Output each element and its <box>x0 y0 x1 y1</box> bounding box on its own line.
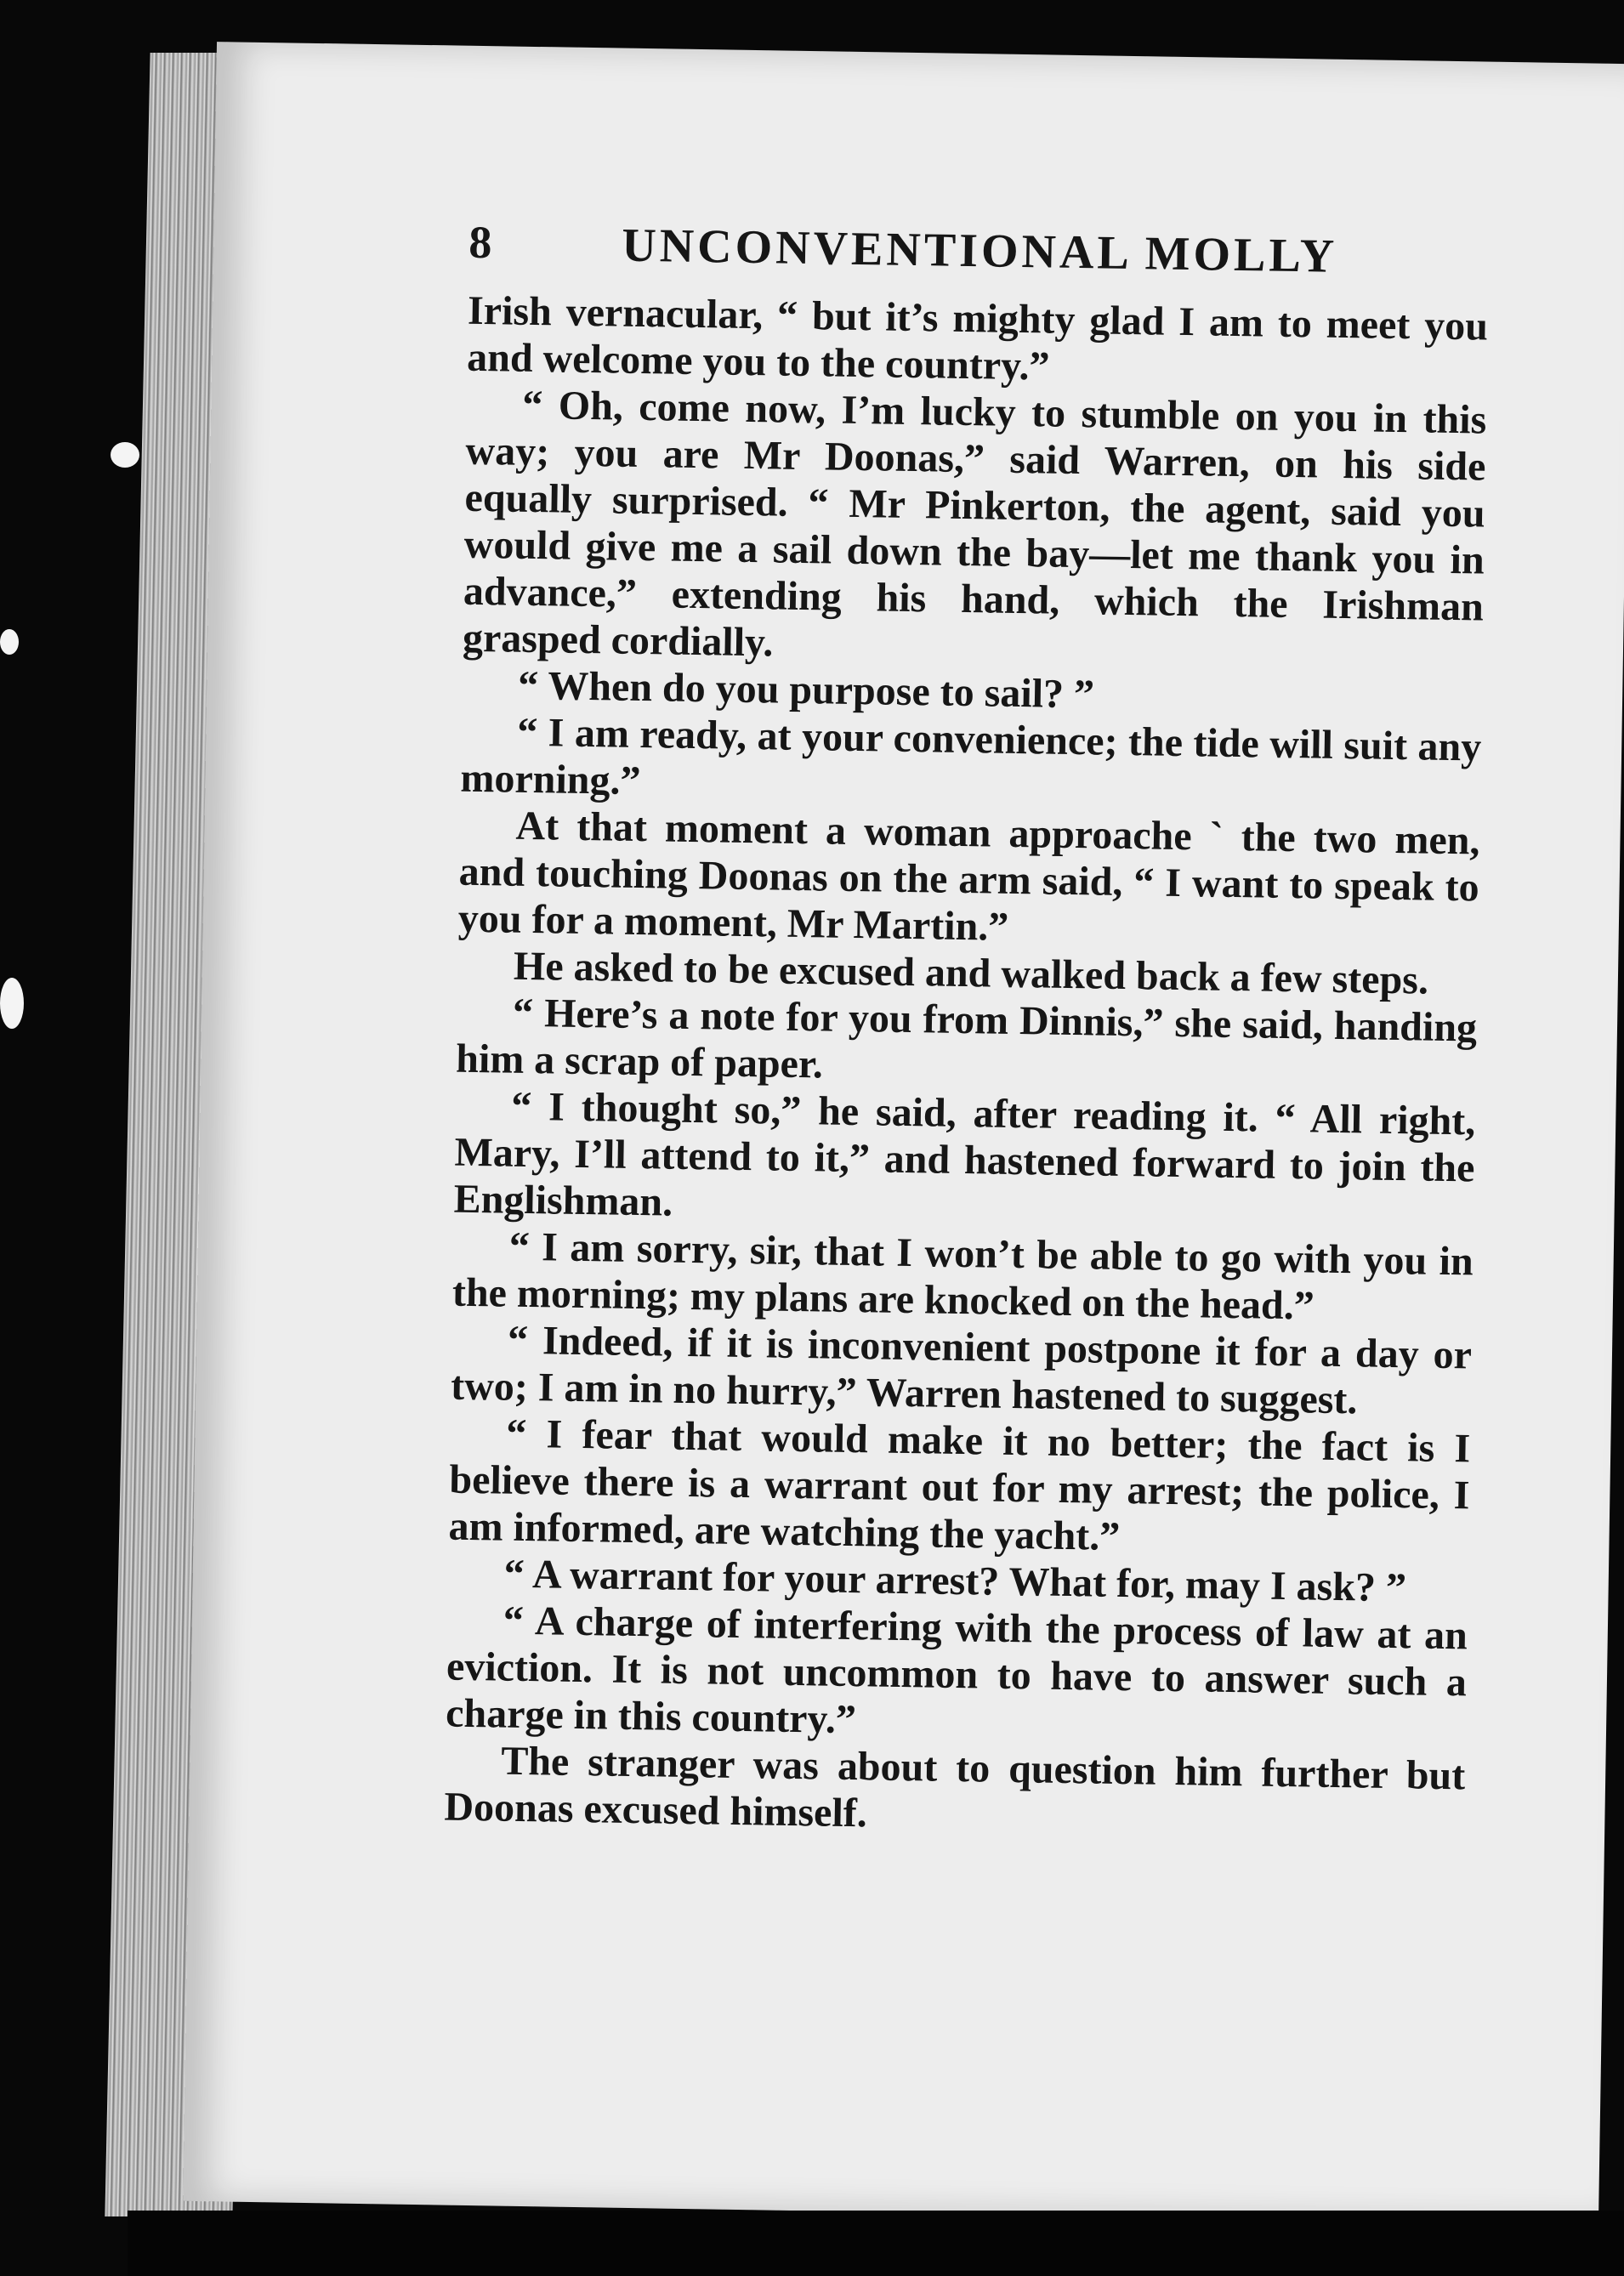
paragraph: Irish vernacular, “ but it’s mighty glad I am to meet you and welcome you to the country.” <box>466 287 1489 389</box>
paragraph: “ A warrant for your arrest? What for, may I ask? ” <box>503 1551 1407 1611</box>
paragraph: The stranger was about to question him further but Doonas excused himself. <box>444 1738 1466 1836</box>
paragraph: “ Oh, come now, I’m lucky to stumble on you in this way; you are Mr Doonas,” said Warren, on his side equally surprised. “ Mr Pinkerton, the agent, said you would give me a sail down the bay—let me thank you in advance,” extending his hand, which the Irishman grasped cordially. <box>462 382 1487 666</box>
body-text <box>444 287 1488 1847</box>
scan-speck <box>111 442 139 468</box>
page-content <box>444 207 1490 1847</box>
paragraph: “ I thought so,” he said, after reading it. “ All right, Mary, I’ll attend to it,” and hastened forward to join the Englishman. <box>453 1083 1476 1225</box>
book-page <box>183 42 1624 2223</box>
paragraph: “ I am ready, at your convenience; the tide will suit any morning.” <box>460 709 1482 804</box>
running-head <box>468 207 1490 300</box>
paragraph: “ I am sorry, sir, that I won’t be able to go with you in the morning; my plans are knocked on the head.” <box>451 1223 1474 1329</box>
scan-speck <box>0 978 24 1029</box>
paragraph: “ Here’s a note for you from Dinnis,” she said, handing him a scrap of paper. <box>455 990 1478 1087</box>
scan-bottom-edge <box>128 2211 1624 2276</box>
paragraph: “ I fear that would make it no better; the fact is I believe there is a warrant out for my arrest; the police, I am informed, are watching the yacht.” <box>448 1410 1471 1559</box>
paragraph: He asked to be excused and walked back a few steps. <box>513 943 1429 1003</box>
running-title: UNCONVENTIONAL MOLLY <box>621 219 1338 283</box>
paragraph: “ A charge of interfering with the process of law at an eviction. It is not uncommon to have to answer such a charge in this country.” <box>445 1598 1468 1743</box>
page-number: 8 <box>468 216 492 269</box>
scan-speck <box>0 629 19 655</box>
paragraph: “ When do you purpose to sail? ” <box>517 662 1095 718</box>
paragraph: At that moment a woman approache ` the two men, and touching Doonas on the arm said, “ I want to speak to you for a moment, Mr Martin.” <box>457 803 1480 950</box>
paragraph: “ Indeed, if it is inconvenient postpone it for a day or two; I am in no hurry,” Warren hastened to suggest. <box>450 1317 1473 1423</box>
